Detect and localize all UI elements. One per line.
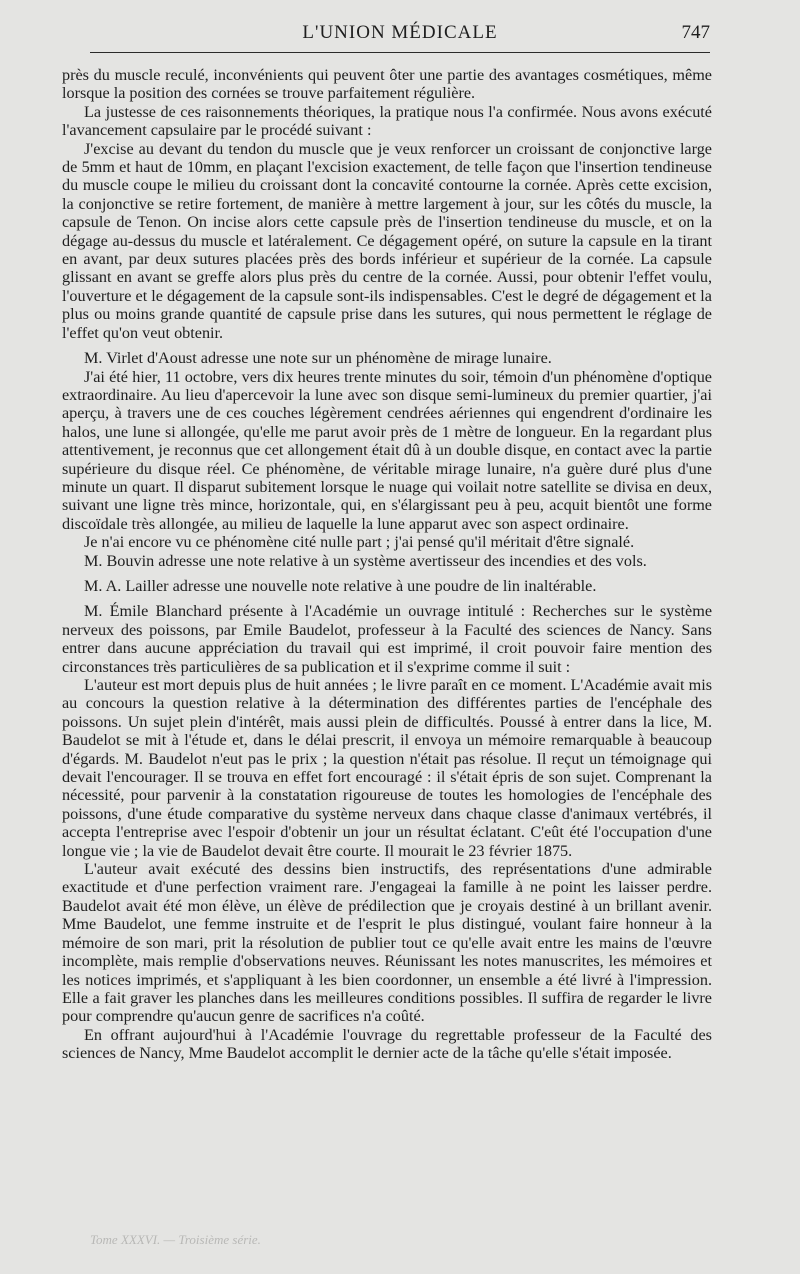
paragraph: M. Bouvin adresse une note relative à un système avertisseur des incendies et des vols. bbox=[84, 551, 647, 570]
paragraph: Je n'ai encore vu ce phénomène cité nulle part ; j'ai pensé qu'il méritait d'être signalé. bbox=[84, 533, 635, 552]
header-rule bbox=[90, 52, 710, 53]
paragraph: L'auteur est mort depuis plus de huit années ; le livre paraît en ce moment. L'Académie avait mis au concours la question relative à la détermination des différentes parties de l'encéphale des poissons. Un sujet plein d'intérêt, mais aussi plein de difficultés. Poussé à entrer dans la lice, M. Baudelot se mit à l'étude et, dans le délai prescrit, il envoya un mémoire remarquable à beaucoup d'égards. M. Baudelot n'eut pas le prix ; la question n'était pas résolue. Il reçut un témoignage qui devait l'encourager. Il se trouva en effet fort encouragé : il s'était épris de son sujet. Comprenant la nécessité, pour parvenir à la constatation rigoureuse de toutes les homologies de l'encéphale des poissons, d'une étude comparative du système nerveux dans chaque classe d'animaux vertébrés, il accepta l'entreprise avec l'espoir d'obtenir un jour un résultat éclatant. C'eût été l'occupation d'une longue vie ; la vie de Baudelot devait être courte. Il mourait le 23 février 1875. bbox=[62, 676, 712, 860]
paragraph: près du muscle reculé, inconvénients qui peuvent ôter une partie des avantages cosmétiques, même lorsque la position des cornées se trouve parfaitement régulière. bbox=[62, 66, 712, 103]
page-number: 747 bbox=[681, 22, 710, 43]
paragraph: L'auteur avait exécuté des dessins bien instructifs, des représentations d'une admirable exactitude et d'une perfection vraiment rare. J'engageai la famille à ne point les laisser perdre. Baudelot avait été mon élève, un élève de prédilection que je croyais destiné à un brillant avenir. Mme Baudelot, une femme instruite et de l'esprit le plus distingué, voulant faire honneur à la mémoire de son mari, prit la résolution de publier tout ce qu'elle avait entre les mains de l'œuvre incomplète, mais remplie d'observations neuves. Réunissant les notes manuscrites, les mémoires et les notices imprimés, et s'appliquant à les bien coordonner, un ensemble a été livré à l'impression. Elle a fait graver les planches dans les meilleures conditions possibles. Il suffira de regarder le livre pour comprendre qu'aucun genre de sacrifices n'a coûté. bbox=[62, 860, 712, 1026]
paragraph: J'ai été hier, 11 octobre, vers dix heures trente minutes du soir, témoin d'un phénomène d'optique extraordinaire. Au lieu d'apercevoir la lune avec son disque semi-lumineux du premier quartier, j'ai aperçu, à travers une de ces couches légèrement cendrées aériennes qui engendrent d'ordinaire les halos, une lune si allongée, qu'elle me parut avoir près de 1 mètre de longueur. En la regardant plus attentivement, je reconnus que cet allongement était dû à un double disque, en contact avec la partie supérieure du disque réel. Ce phénomène, de véritable mirage lunaire, n'a guère duré plus d'une minute un quart. Il disparut subitement lorsque le nuage qui voilait notre satellite se divisa en deux, suivant une ligne très mince, horizontale, qui, en s'élargissant peu à peu, acquit bientôt une forme discoïdale très allongée, au milieu de laquelle la lune apparut avec son aspect ordinaire. bbox=[62, 367, 712, 533]
paragraph: M. Émile Blanchard présente à l'Académie un ouvrage intitulé : Recherches sur le système nerveux des poissons, par Emile Baudelot, professeur à la Faculté des sciences de Nancy. Sans entrer dans aucune appréciation du travail qui est imprimé, il croit pouvoir faire mention des circonstances très particulières de sa publication et il s'exprime comme il suit : bbox=[62, 602, 712, 676]
paragraph: La justesse de ces raisonnements théoriques, la pratique nous l'a confirmée. Nous avons exécuté l'avancement capsulaire par le procédé suivant : bbox=[62, 102, 712, 140]
paragraph: M. Virlet d'Aoust adresse une note sur un phénomène de mirage lunaire. bbox=[84, 349, 552, 368]
journal-title: L'UNION MÉDICALE bbox=[302, 22, 498, 43]
paragraph: J'excise au devant du tendon du muscle que je veux renforcer un croissant de conjonctive large de 5mm et haut de 10mm, en plaçant l'excision exactement, de telle façon que l'insertion tendineuse du muscle coupe le milieu du croissant dont la concavité contourne la cornée. Après cette excision, la conjonctive se retire fortement, de manière à mettre largement à jour, sur les côtés du muscle, la capsule de Tenon. On incise alors cette capsule près de l'insertion tendineuse du muscle, et on la dégage au-dessus du muscle et latéralement. Ce dégagement opéré, on suture la capsule en la tirant en avant, par deux sutures placées près des bords inférieur et supérieur de la cornée. La capsule glissant en avant se greffe alors plus près du centre de la cornée. Aussi, pour obtenir l'effet voulu, l'ouverture et le dégagement de la capsule sont-ils indispensables. C'est le degré de dégagement et la plus ou moins grande quantité de capsule prise dans les sutures, qui nous permettent le réglage de l'effet qu'on veut obtenir. bbox=[62, 139, 712, 342]
running-header bbox=[90, 18, 710, 48]
paragraph: M. A. Lailler adresse une nouvelle note relative à une poudre de lin inaltérable. bbox=[84, 576, 597, 595]
paragraph: En offrant aujourd'hui à l'Académie l'ouvrage du regrettable professeur de la Faculté des sciences de Nancy, Mme Baudelot accomplit le dernier acte de la tâche qu'elle s'était imposée. bbox=[62, 1025, 712, 1063]
volume-footer: Tome XXXVI. — Troisième série. bbox=[90, 1232, 261, 1247]
article-body bbox=[62, 66, 712, 1063]
